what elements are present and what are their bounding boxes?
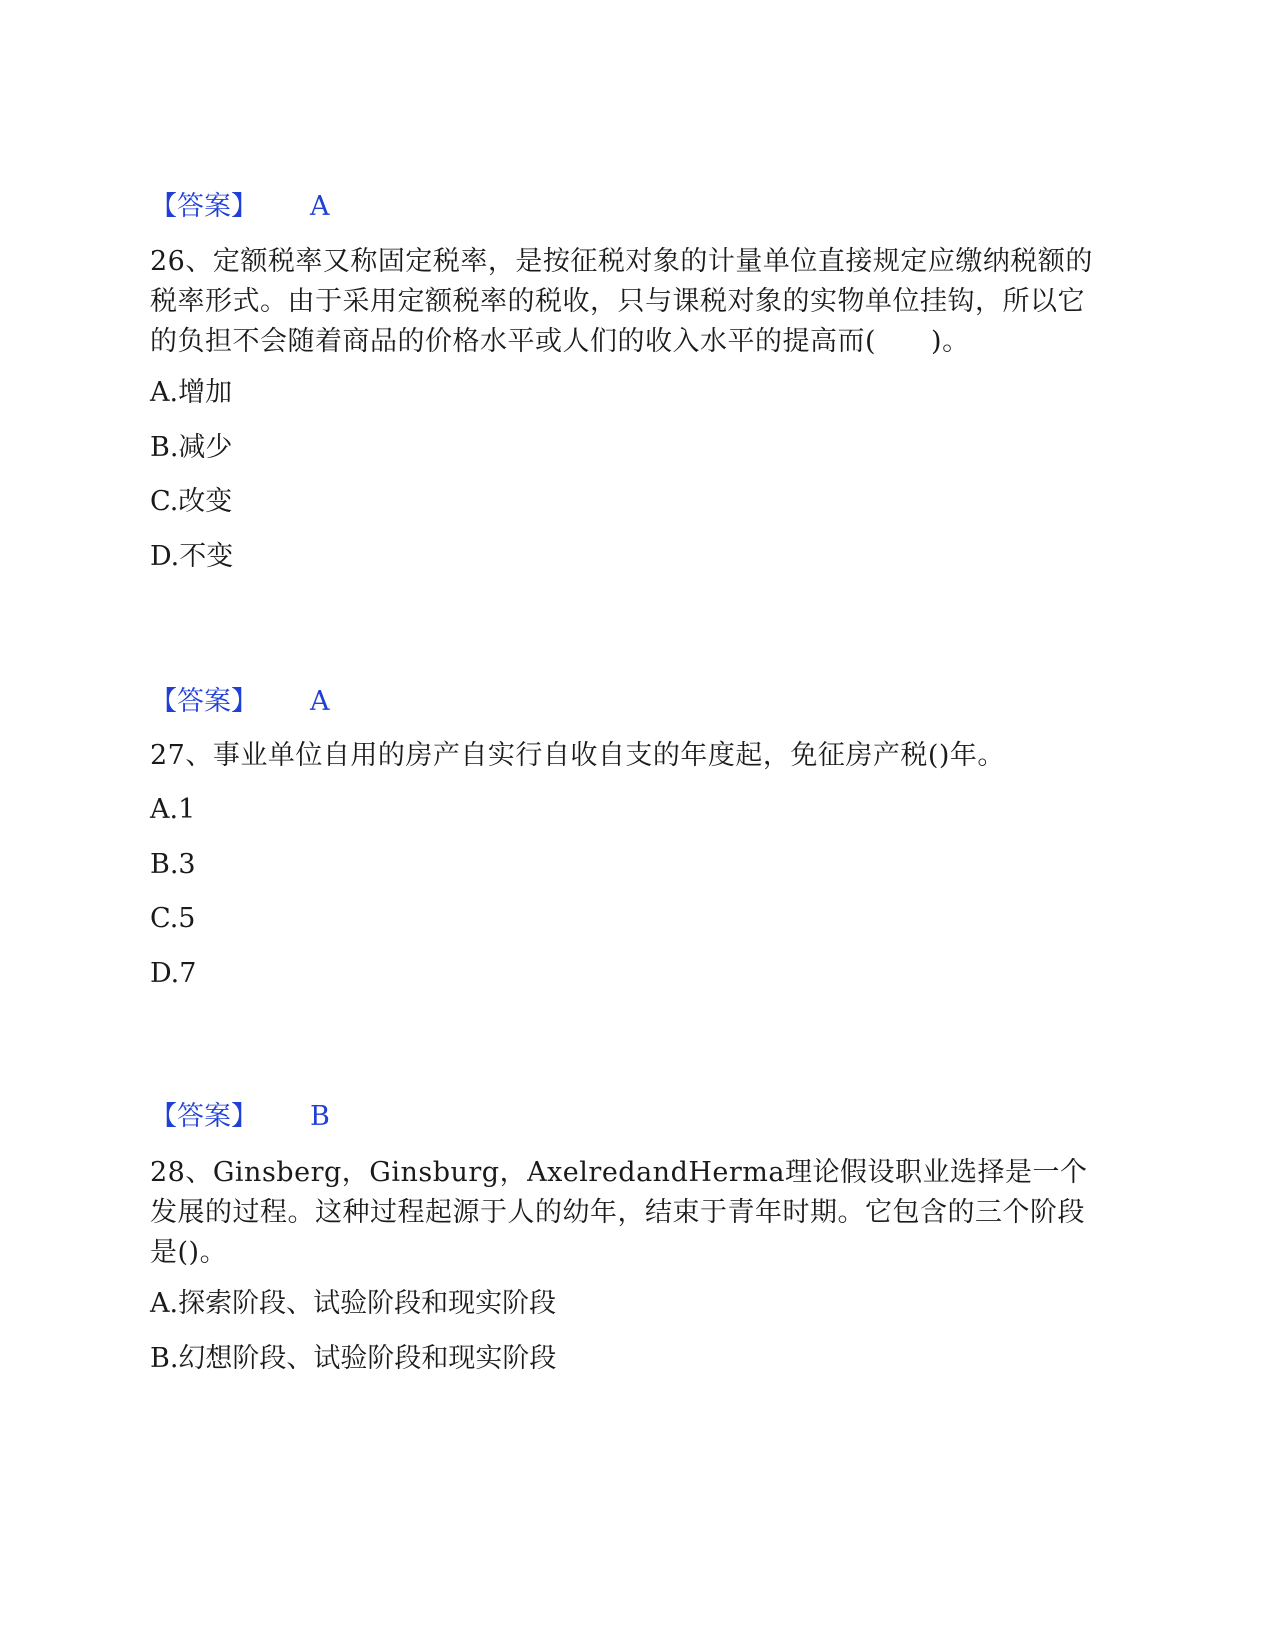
answer-value: A <box>310 191 330 222</box>
question-26-option-a: A.增加 <box>150 377 233 408</box>
question-26-option-d: D.不变 <box>150 541 234 572</box>
answer-label: 【答案】 <box>150 191 258 222</box>
question-27-option-b: B.3 <box>150 849 196 880</box>
answer-value: A <box>310 686 330 717</box>
question-27-text: 27、事业单位自用的房产自实行自收自支的年度起，免征房产税()年。 <box>150 740 1005 771</box>
question-28-option-b: B.幻想阶段、试验阶段和现实阶段 <box>150 1343 557 1374</box>
question-27-option-c: C.5 <box>150 903 196 934</box>
answer-label: 【答案】 <box>150 1101 258 1132</box>
answer-line <box>150 190 330 224</box>
question-26-option-c: C.改变 <box>150 486 233 517</box>
question-27-option-d: D.7 <box>150 958 197 989</box>
question-26-option-b: B.减少 <box>150 432 233 463</box>
answer-line <box>150 685 330 719</box>
question-28-option-a: A.探索阶段、试验阶段和现实阶段 <box>150 1288 557 1319</box>
question-26-text: 26、定额税率又称固定税率，是按征税对象的计量单位直接规定应缴纳税额的税率形式。由于采用定额税率的税收，只与课税对象的实物单位挂钩，所以它的负担不会随着商品的价格水平或人们的收入水平的提高而( )。 <box>150 246 1093 357</box>
answer-value: B <box>310 1101 330 1132</box>
question-28-text: 28、Ginsberg，Ginsburg，AxelredandHerma理论假设职业选择是一个发展的过程。这种过程起源于人的幼年，结束于青年时期。它包含的三个阶段是()。 <box>150 1157 1088 1268</box>
answer-line <box>150 1100 330 1134</box>
question-27-option-a: A.1 <box>150 794 196 825</box>
answer-label: 【答案】 <box>150 686 258 717</box>
